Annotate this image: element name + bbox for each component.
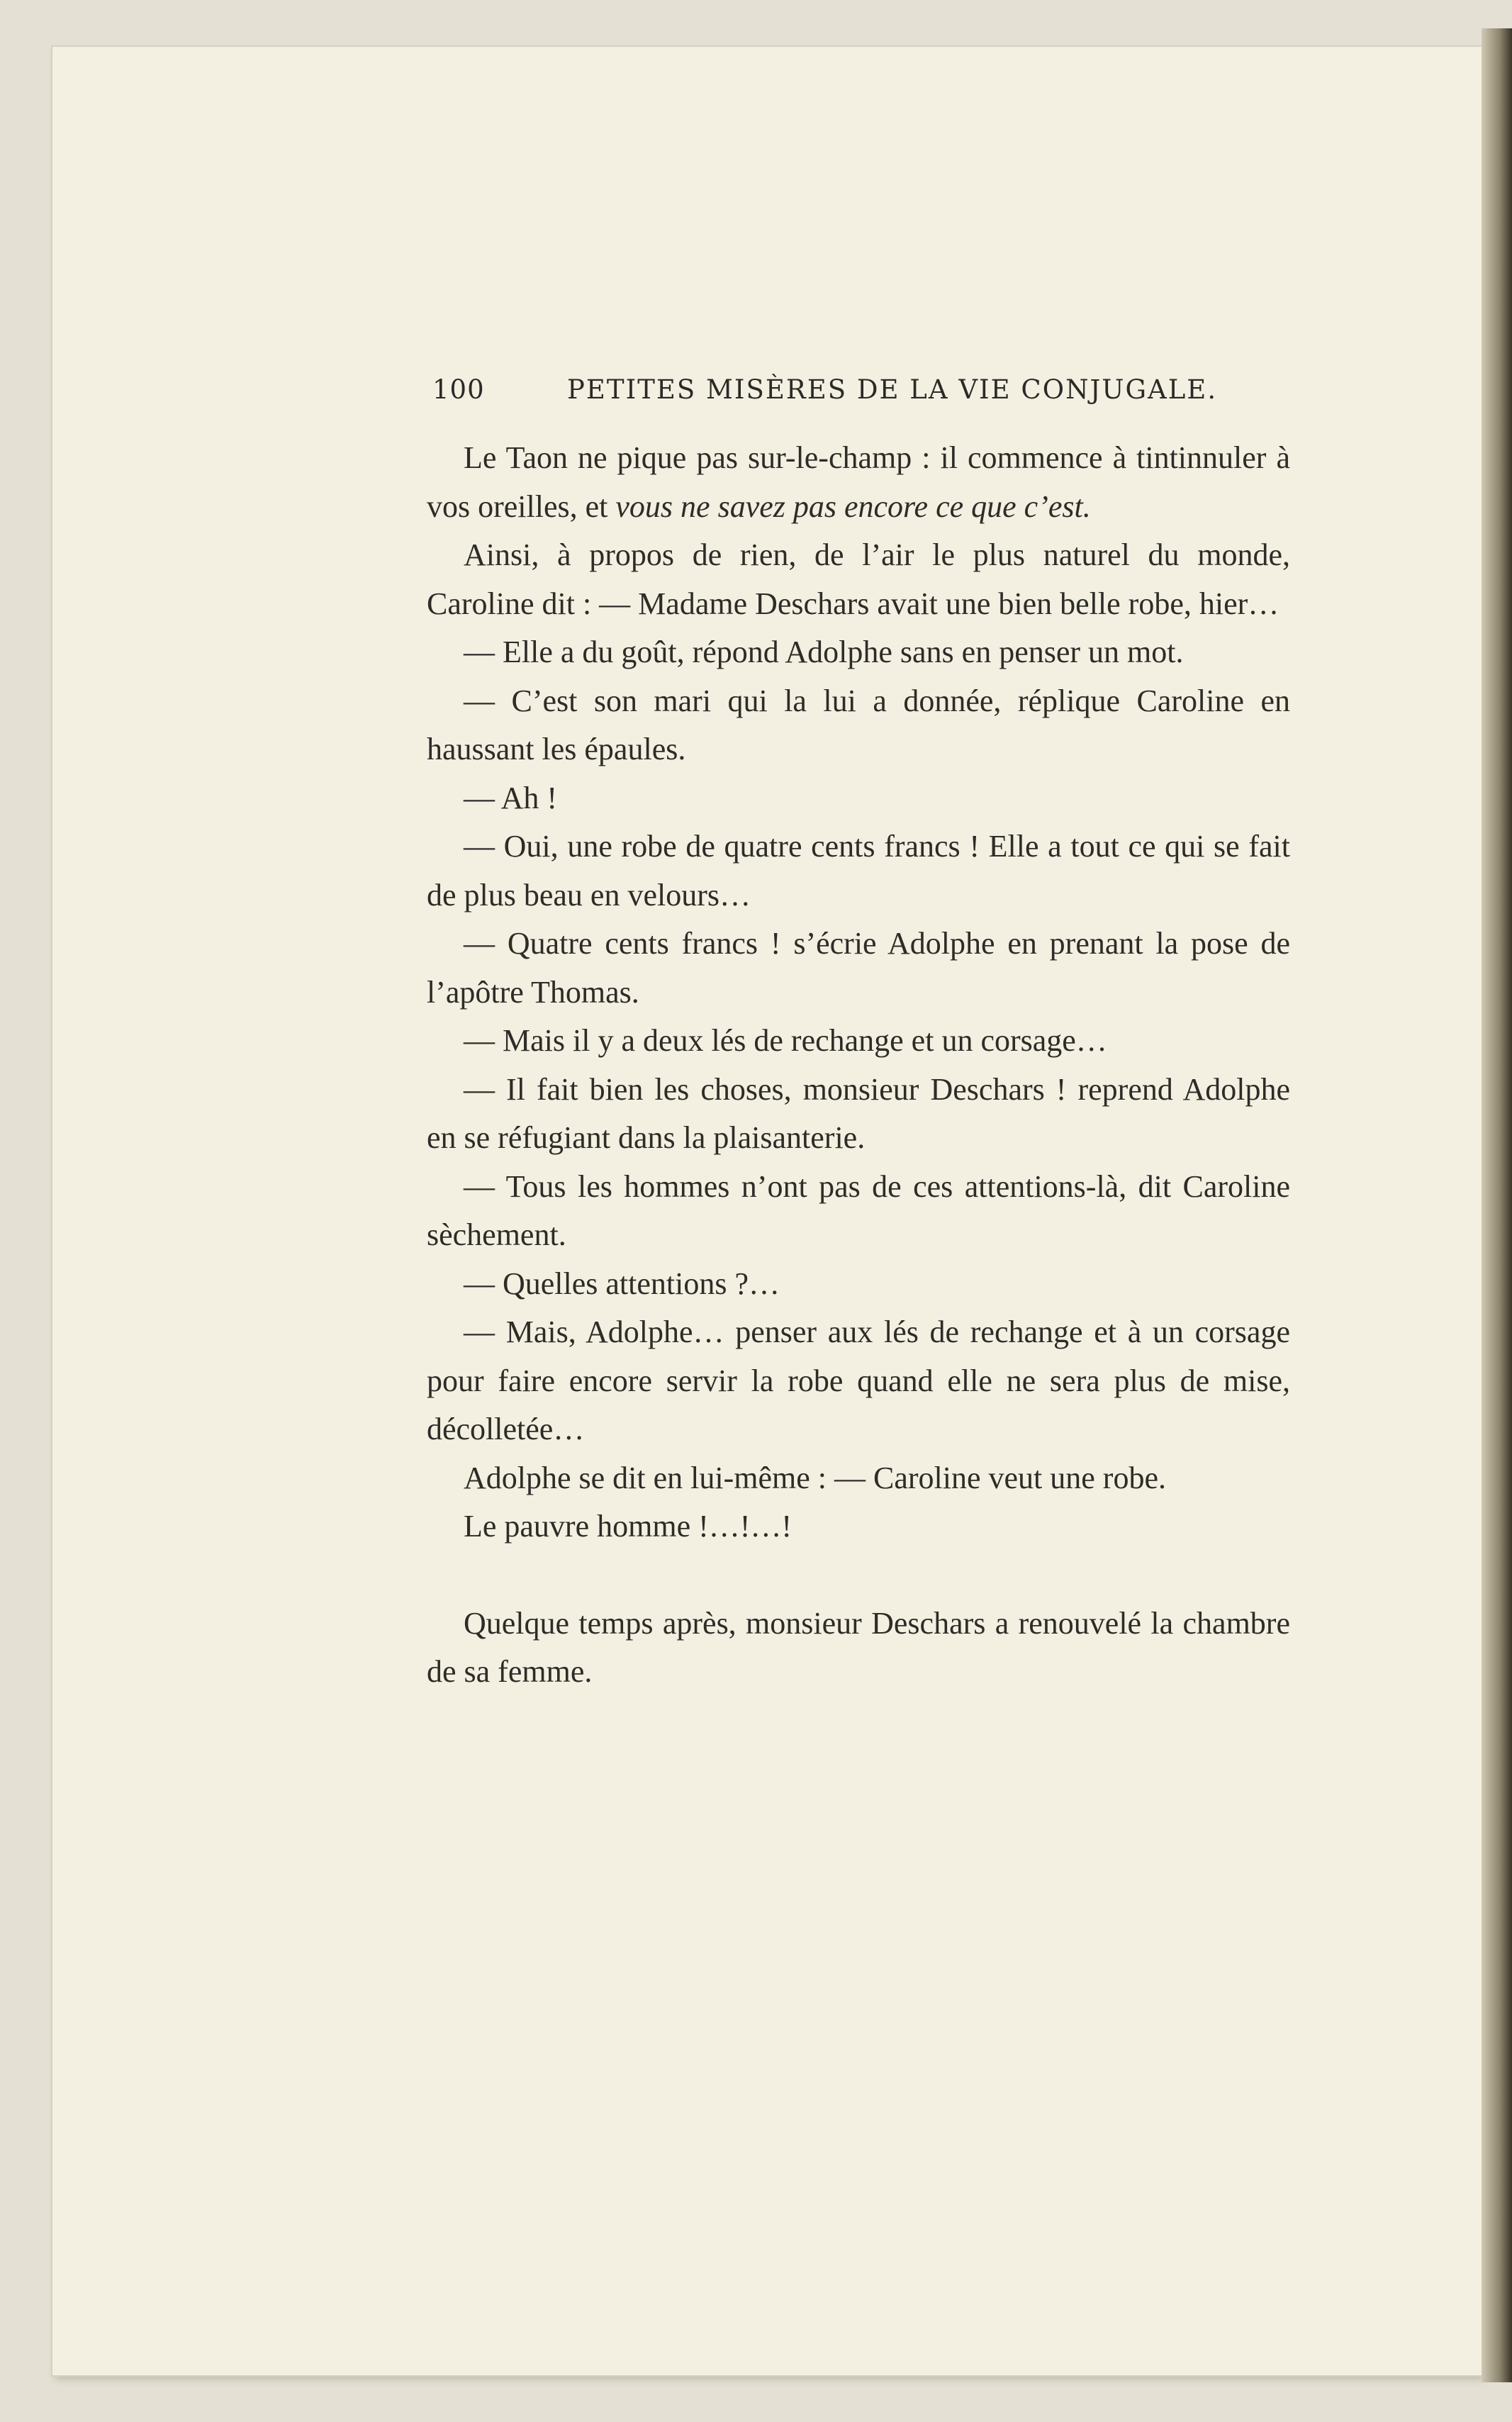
paragraph: Le pauvre homme !…!…! <box>464 1509 793 1544</box>
paragraph: — Quelles attentions ?… <box>464 1266 780 1301</box>
paragraph: — Il fait bien les choses, monsieur Deschars ! reprend Adolphe en se réfugiant dans la plaisanterie. <box>427 1071 1290 1155</box>
paragraph: — Ah ! <box>464 780 557 815</box>
paragraph: Ainsi, à propos de rien, de l’air le plus naturel du monde, Caroline dit : — Madame Deschars avait une bien belle robe, hier… <box>427 537 1290 621</box>
italic-phrase: vous ne savez pas encore ce que c’est. <box>615 489 1091 524</box>
paragraph: Quelque temps après, monsieur Deschars a renouvelé la chambre de sa femme. <box>427 1605 1290 1689</box>
paragraph: Adolphe se dit en lui-même : — Caroline veut une robe. <box>464 1460 1166 1495</box>
page-number: 100 <box>432 374 485 405</box>
paragraph: — Oui, une robe de quatre cents francs ! Elle a tout ce qui se fait de plus beau en velours… <box>427 829 1290 913</box>
paragraph: — Mais, Adolphe… penser aux lés de rechange et à un corsage pour faire encore servir la robe quand elle ne sera plus de mise, décolletée… <box>427 1315 1290 1446</box>
paragraph: — Mais il y a deux lés de rechange et un corsage… <box>464 1023 1107 1058</box>
paragraph: — C’est son mari qui la lui a donnée, réplique Caroline en haussant les épaules. <box>427 683 1290 766</box>
running-title: PETITES MISÈRES DE LA VIE CONJUGALE. <box>567 374 1218 405</box>
body-text <box>427 434 1290 1697</box>
adjacent-page-edge <box>1482 28 1512 2382</box>
paragraph: Le Taon ne pique pas sur-le-champ : il commence à tintinnuler à vos oreilles, et vous ne savez pas encore ce que c’est. <box>427 440 1290 524</box>
running-head <box>432 374 1290 417</box>
paragraph: — Quatre cents francs ! s’écrie Adolphe en prenant la pose de l’apôtre Thomas. <box>427 926 1290 1010</box>
paragraph: — Elle a du goût, répond Adolphe sans en penser un mot. <box>464 635 1184 669</box>
paragraph: — Tous les hommes n’ont pas de ces attentions-là, dit Caroline sèchement. <box>427 1168 1290 1252</box>
